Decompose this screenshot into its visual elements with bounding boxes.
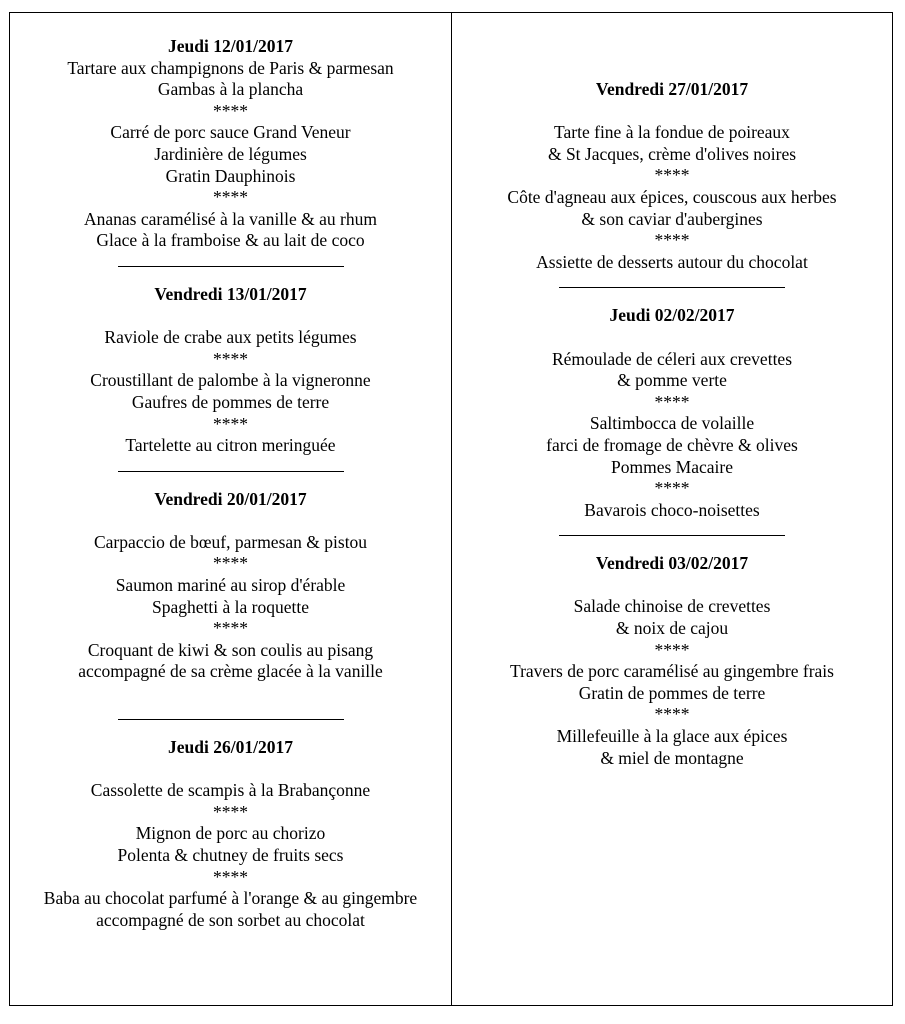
menu-line: Glace à la framboise & au lait de coco <box>96 230 365 251</box>
menu-line: Saltimbocca de volaille <box>589 413 755 434</box>
menu-line: Bavarois choco-noisettes <box>584 499 760 520</box>
course-separator: **** <box>654 165 690 186</box>
course-separator: **** <box>213 801 248 822</box>
menu-line: Carré de porc sauce Grand Veneur <box>110 122 351 143</box>
menu-block <box>452 553 892 769</box>
menu-line: accompagné de son sorbet au chocolat <box>96 909 365 930</box>
course-separator: **** <box>213 348 248 369</box>
menu-date: Vendredi 13/01/2017 <box>154 283 307 304</box>
menu-line: & noix de cajou <box>615 618 729 639</box>
menu-line: Tarte fine à la fondue de poireaux <box>554 122 790 143</box>
menu-line: Mignon de porc au chorizo <box>135 823 326 844</box>
menu-page <box>9 12 893 1006</box>
menu-line: Côte d'agneau aux épices, couscous aux herbes <box>507 186 837 207</box>
menu-line: Croquant de kiwi & son coulis au pisang <box>87 639 374 660</box>
menu-line: Croustillant de palombe à la vigneronne <box>90 370 371 391</box>
menu-block <box>452 79 892 273</box>
menu-line: Raviole de crabe aux petits légumes <box>104 327 357 348</box>
menu-line: Millefeuille à la glace aux épices <box>556 726 788 747</box>
menu-line: Gambas à la plancha <box>157 79 304 100</box>
menu-line: Travers de porc caramélisé au gingembre frais <box>510 661 834 682</box>
menu-line: Assiette de desserts autour du chocolat <box>536 251 808 272</box>
menu-line: accompagné de sa crème glacée à la vanille <box>78 661 383 682</box>
menu-block <box>10 284 451 457</box>
menu-line: Ananas caramélisé à la vanille & au rhum <box>83 208 377 229</box>
menu-line: Jardinière de légumes <box>154 143 307 164</box>
menu-line: & son caviar d'aubergines <box>581 208 763 229</box>
menu-line: Salade chinoise de crevettes <box>573 596 771 617</box>
right-column <box>452 13 892 1005</box>
menu-line: Cassolette de scampis à la Brabançonne <box>90 780 371 801</box>
menu-line: Carpaccio de bœuf, parmesan & pistou <box>93 531 368 552</box>
left-column <box>10 13 452 1005</box>
course-separator: **** <box>654 639 690 660</box>
course-separator: **** <box>654 704 690 725</box>
menu-block <box>10 36 451 252</box>
course-separator: **** <box>213 618 248 639</box>
course-separator: **** <box>213 866 248 887</box>
menu-date: Jeudi 26/01/2017 <box>168 737 293 758</box>
menu-date: Vendredi 03/02/2017 <box>595 553 749 574</box>
menu-block <box>10 737 451 931</box>
course-separator: **** <box>213 187 248 208</box>
menu-line: Tartare aux champignons de Paris & parmesan <box>67 57 394 78</box>
menu-line: Polenta & chutney de fruits secs <box>117 845 344 865</box>
menu-block <box>452 305 892 521</box>
menu-date: Vendredi 20/01/2017 <box>154 488 307 509</box>
menu-block <box>10 489 451 683</box>
menu-line: & pomme verte <box>617 370 727 391</box>
menu-line: Gaufres de pommes de terre <box>131 391 330 412</box>
menu-line: Rémoulade de céleri aux crevettes <box>551 348 793 369</box>
menu-line: Baba au chocolat parfumé à l'orange & au gingembre <box>43 888 418 909</box>
course-separator: **** <box>213 553 248 574</box>
menu-line: Tartelette au citron meringuée <box>125 435 336 456</box>
menu-line: & miel de montagne <box>600 747 744 768</box>
menu-line: Pommes Macaire <box>611 456 733 477</box>
course-separator: **** <box>213 100 248 121</box>
course-separator: **** <box>654 391 690 412</box>
course-separator: **** <box>654 478 690 499</box>
menu-line: Gratin de pommes de terre <box>578 682 766 703</box>
course-separator: **** <box>654 230 690 251</box>
menu-line: Spaghetti à la roquette <box>152 596 309 617</box>
menu-date: Vendredi 27/01/2017 <box>595 79 749 99</box>
menu-date: Jeudi 02/02/2017 <box>609 305 735 326</box>
menu-line: Gratin Dauphinois <box>165 165 296 186</box>
menu-line: Saumon mariné au sirop d'érable <box>115 575 346 596</box>
course-separator: **** <box>213 413 248 434</box>
menu-date: Jeudi 12/01/2017 <box>168 36 293 56</box>
menu-line: farci de fromage de chèvre & olives <box>546 434 798 455</box>
menu-line: & St Jacques, crème d'olives noires <box>547 143 797 164</box>
